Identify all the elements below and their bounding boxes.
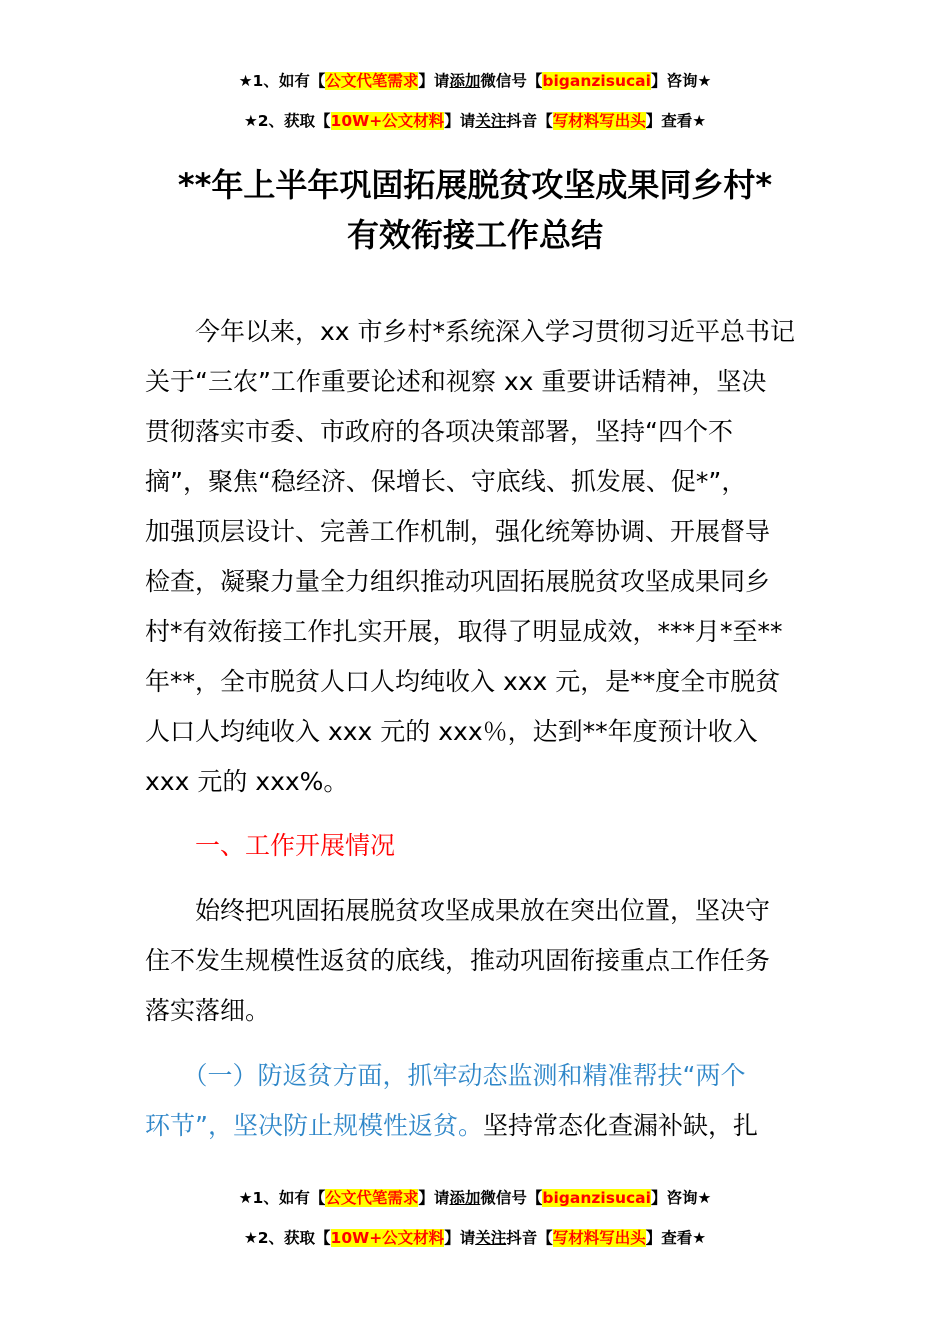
- ad-line-2: [0, 110, 950, 132]
- section-1-line: 住不发生规模性返贫的底线，推动巩固衔接重点工作任务: [145, 946, 771, 975]
- footer-ad-line-1: [0, 1187, 950, 1209]
- section-1-line: 始终把巩固拓展脱贫攻坚成果放在突出位置，坚决守: [145, 896, 771, 925]
- ad1-highlight-service: 公文代笔需求: [325, 72, 419, 90]
- section-1-line: 落实落细。: [145, 996, 271, 1025]
- section-1-heading: [145, 821, 810, 871]
- intro-line: 检查，凝聚力量全力组织推动巩固拓展脱贫攻坚成果同乡: [145, 567, 771, 596]
- footer-ad2-mid2: 抖音【: [506, 1229, 553, 1247]
- header-ad-top: [0, 70, 950, 132]
- ad1-underline: 添加: [449, 72, 481, 90]
- ad1-highlight-wechat: biganzisucai: [542, 72, 651, 90]
- section-1-paragraph: [145, 886, 810, 1036]
- footer-ad1-suffix: 】咨询★: [650, 1189, 712, 1207]
- intro-line: xxx 元的 xxx%。: [145, 767, 349, 796]
- footer-ad1-prefix: ★1、如有【: [238, 1189, 326, 1207]
- section-1-heading-text: 一、工作开展情况: [145, 831, 396, 860]
- subsection-1-heading-end: 环节”，坚决防止规模性返贫。: [145, 1111, 483, 1140]
- intro-line: 贯彻落实市委、市政府的各项决策部署，坚持“四个不: [145, 417, 733, 446]
- intro-line: 今年以来，xx 市乡村*系统深入学习贯彻习近平总书记: [145, 317, 796, 346]
- ad2-highlight-materials: 10W+公文材料: [330, 112, 445, 130]
- ad2-prefix: ★2、获取【: [243, 112, 331, 130]
- title-line-2: 有效衔接工作总结: [346, 216, 603, 254]
- subsection-1-paragraph: [145, 1051, 810, 1151]
- intro-line: 人口人均纯收入 xxx 元的 xxx％，达到**年度预计收入: [145, 717, 758, 746]
- intro-line: 年**，全市脱贫人口人均纯收入 xxx 元，是**度全市脱贫: [145, 667, 781, 696]
- footer-ad2-suffix: 】查看★: [645, 1229, 707, 1247]
- intro-paragraph: [145, 307, 810, 807]
- ad2-highlight-douyin: 写材料写出头: [552, 112, 646, 130]
- title-line-1: **年上半年巩固拓展脱贫攻坚成果同乡村*: [177, 166, 773, 204]
- ad1-mid2: 微信号【: [480, 72, 543, 90]
- footer-ad2-prefix: ★2、获取【: [243, 1229, 331, 1247]
- ad1-mid1: 】请: [418, 72, 450, 90]
- subsection-1-body-start: 坚持常态化查漏补缺，扎: [482, 1111, 758, 1140]
- ad1-prefix: ★1、如有【: [238, 72, 326, 90]
- ad2-mid2: 抖音【: [506, 112, 553, 130]
- ad2-mid1: 】请: [444, 112, 476, 130]
- ad2-suffix: 】查看★: [645, 112, 707, 130]
- footer-ad2-highlight-douyin: 写材料写出头: [552, 1229, 646, 1247]
- footer-ad1-underline: 添加: [449, 1189, 481, 1207]
- footer-ad-bottom: [0, 1187, 950, 1249]
- intro-line: 村*有效衔接工作扎实开展，取得了明显成效，***月*至**: [145, 617, 783, 646]
- footer-ad2-underline: 关注: [475, 1229, 507, 1247]
- footer-ad-line-2: [0, 1227, 950, 1249]
- subsection-1-line-2: [145, 1101, 810, 1151]
- intro-line: 关于“三农”工作重要论述和视察 xx 重要讲话精神，坚决: [145, 367, 767, 396]
- subsection-1-heading-line: （一）防返贫方面，抓牢动态监测和精准帮扶“两个: [145, 1061, 746, 1090]
- footer-ad2-highlight-materials: 10W+公文材料: [330, 1229, 445, 1247]
- ad2-underline: 关注: [475, 112, 507, 130]
- ad-line-1: [0, 70, 950, 92]
- intro-line: 摘”，聚焦“稳经济、保增长、守底线、抓发展、促*”，: [145, 467, 747, 496]
- footer-ad1-highlight-wechat: biganzisucai: [542, 1189, 651, 1207]
- footer-ad1-highlight-service: 公文代笔需求: [325, 1189, 419, 1207]
- footer-ad1-mid2: 微信号【: [480, 1189, 543, 1207]
- footer-ad1-mid1: 】请: [418, 1189, 450, 1207]
- footer-ad2-mid1: 】请: [444, 1229, 476, 1247]
- intro-line: 加强顶层设计、完善工作机制，强化统筹协调、开展督导: [145, 517, 771, 546]
- document-title: [0, 160, 950, 260]
- ad1-suffix: 】咨询★: [650, 72, 712, 90]
